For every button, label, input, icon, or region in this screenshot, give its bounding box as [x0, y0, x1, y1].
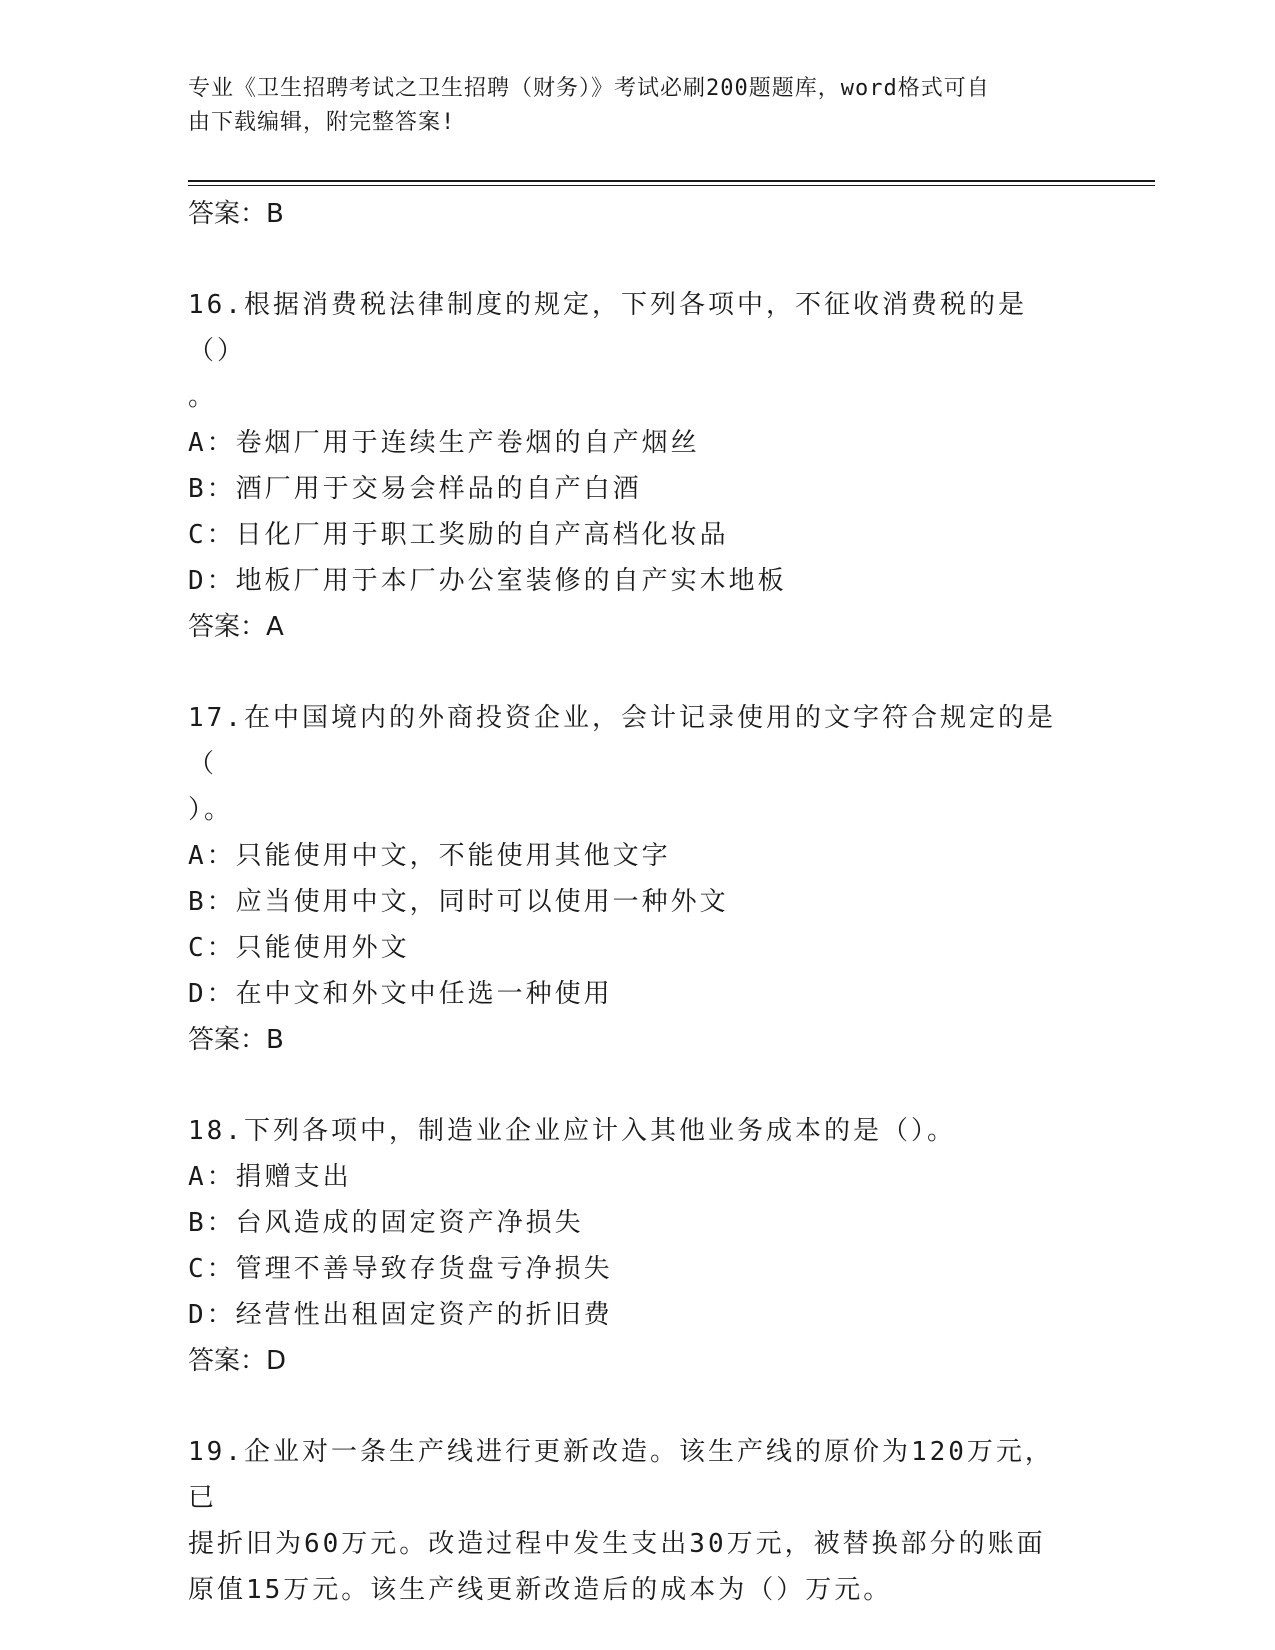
option-a: A：卷烟厂用于连续生产卷烟的自产烟丝 [188, 428, 700, 458]
header-rule-thick [188, 180, 1155, 182]
question-stem-line: ）。 [188, 795, 234, 825]
header-line-1: 专业《卫生招聘考试之卫生招聘（财务）》考试必刷200题题库，word格式可自 [188, 76, 990, 101]
spacer [188, 1063, 1088, 1108]
spacer [188, 650, 1088, 695]
question-stem-line: 。 [188, 382, 218, 412]
option-a: A：捐赠支出 [188, 1162, 352, 1192]
option-d: D：地板厂用于本厂办公室装修的自产实木地板 [188, 566, 787, 596]
option-c: C：只能使用外文 [188, 933, 410, 963]
header-line-2: 由下载编辑，附完整答案! [188, 110, 456, 135]
question-18 [188, 1108, 1088, 1384]
option-b: B：台风造成的固定资产净损失 [188, 1208, 584, 1238]
answer: 答案：A [188, 612, 284, 642]
answer: 答案：B [188, 1025, 284, 1055]
spacer [188, 237, 1088, 282]
option-b: B：酒厂用于交易会样品的自产白酒 [188, 474, 642, 504]
question-list [188, 187, 1088, 1613]
spacer [188, 1384, 1088, 1429]
option-b: B：应当使用中文，同时可以使用一种外文 [188, 887, 729, 917]
option-c: C：日化厂用于职工奖励的自产高档化妆品 [188, 520, 729, 550]
answer: 答案：D [188, 1346, 287, 1376]
question-17 [188, 695, 1088, 1063]
option-d: D：经营性出租固定资产的折旧费 [188, 1300, 613, 1330]
option-a: A：只能使用中文，不能使用其他文字 [188, 841, 671, 871]
question-16 [188, 282, 1088, 650]
option-c: C：管理不善导致存货盘亏净损失 [188, 1254, 613, 1284]
question-stem-line: 原值15万元。该生产线更新改造后的成本为（）万元。 [188, 1575, 893, 1605]
answer-prev: 答案：B [188, 199, 284, 229]
question-stem-line: 18.下列各项中，制造业企业应计入其他业务成本的是（）。 [188, 1116, 956, 1146]
header-rule-thin [188, 185, 1155, 186]
question-19 [188, 1429, 1088, 1613]
question-stem-line: 19.企业对一条生产线进行更新改造。该生产线的原价为120万元，已 [188, 1437, 1054, 1513]
question-stem-line: 16.根据消费税法律制度的规定，下列各项中，不征收消费税的是（） [188, 290, 1027, 366]
question-stem-line: 提折旧为60万元。改造过程中发生支出30万元，被替换部分的账面 [188, 1529, 1046, 1559]
question-stem-line: 17.在中国境内的外商投资企业，会计记录使用的文字符合规定的是（ [188, 703, 1056, 779]
page-header [188, 72, 1068, 140]
option-d: D：在中文和外文中任选一种使用 [188, 979, 613, 1009]
